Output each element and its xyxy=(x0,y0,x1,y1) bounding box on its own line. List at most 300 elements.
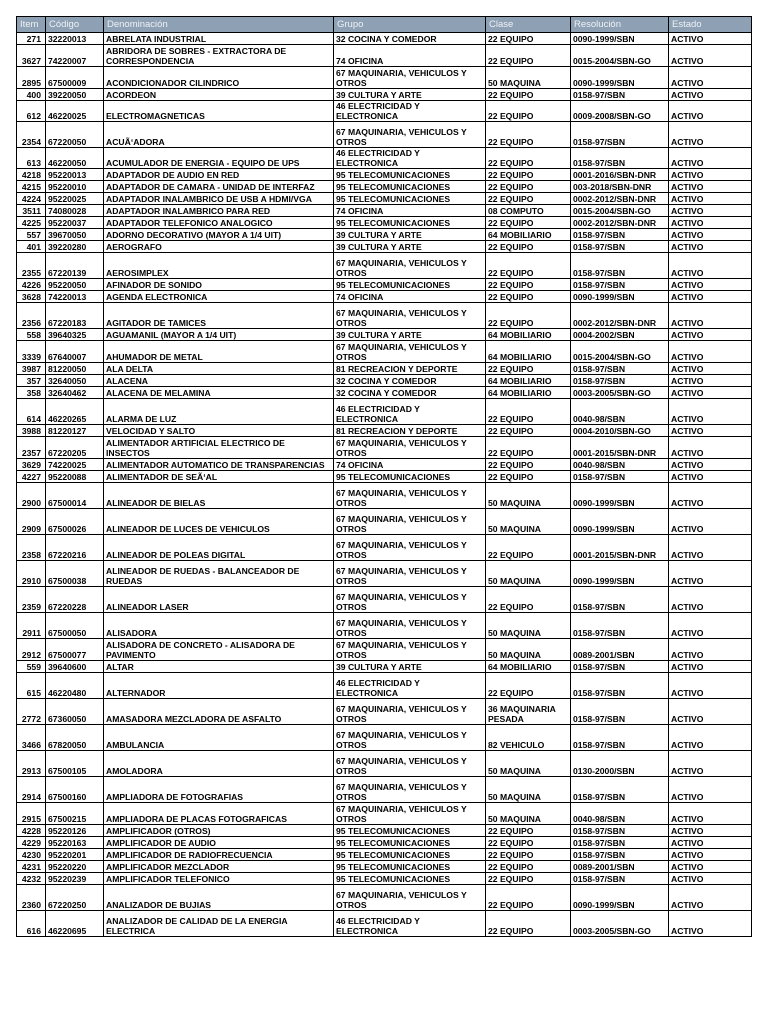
cell-grupo: 95 TELECOMUNICACIONES xyxy=(334,169,486,181)
header-row xyxy=(17,17,752,33)
cell-denominacion: AMPLIADORA DE FOTOGRAFIAS xyxy=(104,777,334,803)
cell-resolucion: 0158-97/SBN xyxy=(571,375,669,387)
cell-estado: ACTIVO xyxy=(669,67,752,89)
cell-grupo: 32 COCINA Y COMEDOR xyxy=(334,375,486,387)
cell-codigo: 67500160 xyxy=(46,777,104,803)
table-row xyxy=(17,825,752,837)
table-row xyxy=(17,363,752,375)
cell-estado: ACTIVO xyxy=(669,148,752,169)
cell-denominacion: AGITADOR DE TAMICES xyxy=(104,303,334,329)
cell-resolucion: 0090-1999/SBN xyxy=(571,67,669,89)
cell-resolucion: 0090-1999/SBN xyxy=(571,561,669,587)
cell-denominacion: ALIMENTADOR DE SEÃ‘AL xyxy=(104,471,334,483)
cell-item: 4228 xyxy=(17,825,46,837)
cell-resolucion: 0090-1999/SBN xyxy=(571,291,669,303)
cell-codigo: 95220037 xyxy=(46,217,104,229)
cell-resolucion: 0158-97/SBN xyxy=(571,241,669,253)
cell-codigo: 67220250 xyxy=(46,885,104,911)
cell-grupo: 95 TELECOMUNICACIONES xyxy=(334,873,486,885)
header-grupo: Grupo xyxy=(334,17,486,33)
cell-clase: 22 EQUIPO xyxy=(486,241,571,253)
cell-item: 4227 xyxy=(17,471,46,483)
table-row xyxy=(17,241,752,253)
cell-codigo: 67360050 xyxy=(46,699,104,725)
cell-estado: ACTIVO xyxy=(669,33,752,45)
cell-item: 2360 xyxy=(17,885,46,911)
cell-estado: ACTIVO xyxy=(669,825,752,837)
cell-item: 4231 xyxy=(17,861,46,873)
cell-clase: 36 MAQUINARIA PESADA xyxy=(486,699,571,725)
cell-estado: ACTIVO xyxy=(669,303,752,329)
cell-estado: ACTIVO xyxy=(669,101,752,122)
cell-estado: ACTIVO xyxy=(669,725,752,751)
cell-estado: ACTIVO xyxy=(669,229,752,241)
cell-item: 2895 xyxy=(17,67,46,89)
cell-item: 615 xyxy=(17,673,46,699)
cell-clase: 22 EQUIPO xyxy=(486,33,571,45)
cell-estado: ACTIVO xyxy=(669,169,752,181)
cell-clase: 22 EQUIPO xyxy=(486,101,571,122)
cell-denominacion: AMOLADORA xyxy=(104,751,334,777)
cell-resolucion: 0158-97/SBN xyxy=(571,777,669,803)
cell-grupo: 74 OFICINA xyxy=(334,459,486,471)
cell-estado: ACTIVO xyxy=(669,205,752,217)
cell-grupo: 67 MAQUINARIA, VEHICULOS Y OTROS xyxy=(334,122,486,148)
cell-estado: ACTIVO xyxy=(669,751,752,777)
cell-estado: ACTIVO xyxy=(669,471,752,483)
cell-item: 2772 xyxy=(17,699,46,725)
cell-estado: ACTIVO xyxy=(669,387,752,399)
cell-denominacion: ALINEADOR DE POLEAS DIGITAL xyxy=(104,535,334,561)
table-row xyxy=(17,45,752,67)
cell-resolucion: 0158-97/SBN xyxy=(571,837,669,849)
cell-grupo: 67 MAQUINARIA, VEHICULOS Y OTROS xyxy=(334,437,486,459)
cell-resolucion: 0001-2015/SBN-DNR xyxy=(571,437,669,459)
cell-codigo: 67820050 xyxy=(46,725,104,751)
cell-resolucion: 0090-1999/SBN xyxy=(571,483,669,509)
table-row xyxy=(17,205,752,217)
cell-denominacion: ACORDEON xyxy=(104,89,334,101)
cell-estado: ACTIVO xyxy=(669,509,752,535)
table-row xyxy=(17,437,752,459)
cell-resolucion: 0015-2004/SBN-GO xyxy=(571,45,669,67)
cell-item: 616 xyxy=(17,911,46,937)
cell-codigo: 95220201 xyxy=(46,849,104,861)
cell-estado: ACTIVO xyxy=(669,849,752,861)
table-row xyxy=(17,673,752,699)
cell-clase: 22 EQUIPO xyxy=(486,535,571,561)
table-row xyxy=(17,699,752,725)
cell-estado: ACTIVO xyxy=(669,673,752,699)
table-row xyxy=(17,341,752,363)
cell-item: 2914 xyxy=(17,777,46,803)
cell-item: 3629 xyxy=(17,459,46,471)
cell-codigo: 95220220 xyxy=(46,861,104,873)
cell-codigo: 46220265 xyxy=(46,399,104,425)
cell-item: 613 xyxy=(17,148,46,169)
cell-item: 4232 xyxy=(17,873,46,885)
table-row xyxy=(17,303,752,329)
cell-clase: 22 EQUIPO xyxy=(486,122,571,148)
cell-codigo: 67500009 xyxy=(46,67,104,89)
cell-resolucion: 0158-97/SBN xyxy=(571,89,669,101)
cell-clase: 22 EQUIPO xyxy=(486,911,571,937)
cell-clase: 22 EQUIPO xyxy=(486,89,571,101)
cell-resolucion: 0130-2000/SBN xyxy=(571,751,669,777)
cell-resolucion: 0015-2004/SBN-GO xyxy=(571,341,669,363)
table-row xyxy=(17,291,752,303)
header-estado: Estado xyxy=(669,17,752,33)
cell-denominacion: ELECTROMAGNETICAS xyxy=(104,101,334,122)
cell-denominacion: ADAPTADOR INALAMBRICO PARA RED xyxy=(104,205,334,217)
cell-clase: 64 MOBILIARIO xyxy=(486,661,571,673)
cell-estado: ACTIVO xyxy=(669,241,752,253)
cell-resolucion: 0158-97/SBN xyxy=(571,699,669,725)
cell-denominacion: AMPLIADORA DE PLACAS FOTOGRAFICAS xyxy=(104,803,334,825)
table-row xyxy=(17,279,752,291)
cell-resolucion: 0090-1999/SBN xyxy=(571,509,669,535)
cell-clase: 22 EQUIPO xyxy=(486,873,571,885)
cell-clase: 22 EQUIPO xyxy=(486,363,571,375)
cell-item: 2910 xyxy=(17,561,46,587)
cell-codigo: 67220183 xyxy=(46,303,104,329)
cell-grupo: 39 CULTURA Y ARTE xyxy=(334,661,486,673)
cell-resolucion: 0090-1999/SBN xyxy=(571,885,669,911)
table-row xyxy=(17,169,752,181)
cell-resolucion: 0158-97/SBN xyxy=(571,849,669,861)
cell-codigo: 67640007 xyxy=(46,341,104,363)
cell-grupo: 95 TELECOMUNICACIONES xyxy=(334,861,486,873)
table-row xyxy=(17,181,752,193)
cell-clase: 50 MAQUINA xyxy=(486,483,571,509)
cell-grupo: 95 TELECOMUNICACIONES xyxy=(334,279,486,291)
cell-codigo: 95220013 xyxy=(46,169,104,181)
header-codigo: Código xyxy=(46,17,104,33)
cell-codigo: 32640462 xyxy=(46,387,104,399)
cell-grupo: 67 MAQUINARIA, VEHICULOS Y OTROS xyxy=(334,509,486,535)
cell-resolucion: 0158-97/SBN xyxy=(571,148,669,169)
cell-denominacion: ALINEADOR DE BIELAS xyxy=(104,483,334,509)
cell-estado: ACTIVO xyxy=(669,375,752,387)
cell-codigo: 46220050 xyxy=(46,148,104,169)
cell-grupo: 32 COCINA Y COMEDOR xyxy=(334,33,486,45)
cell-clase: 64 MOBILIARIO xyxy=(486,375,571,387)
cell-estado: ACTIVO xyxy=(669,873,752,885)
table-row xyxy=(17,89,752,101)
cell-clase: 22 EQUIPO xyxy=(486,291,571,303)
cell-resolucion: 0158-97/SBN xyxy=(571,253,669,279)
cell-grupo: 67 MAQUINARIA, VEHICULOS Y OTROS xyxy=(334,341,486,363)
cell-denominacion: AMPLIFICADOR DE RADIOFRECUENCIA xyxy=(104,849,334,861)
table-row xyxy=(17,751,752,777)
cell-item: 4218 xyxy=(17,169,46,181)
cell-item: 2912 xyxy=(17,639,46,661)
cell-denominacion: ADAPTADOR INALAMBRICO DE USB A HDMI/VGA xyxy=(104,193,334,205)
cell-item: 3628 xyxy=(17,291,46,303)
table-row xyxy=(17,459,752,471)
cell-grupo: 81 RECREACION Y DEPORTE xyxy=(334,363,486,375)
cell-item: 612 xyxy=(17,101,46,122)
cell-item: 271 xyxy=(17,33,46,45)
cell-clase: 22 EQUIPO xyxy=(486,587,571,613)
cell-grupo: 67 MAQUINARIA, VEHICULOS Y OTROS xyxy=(334,587,486,613)
table-row xyxy=(17,561,752,587)
cell-estado: ACTIVO xyxy=(669,535,752,561)
cell-item: 2354 xyxy=(17,122,46,148)
cell-item: 3339 xyxy=(17,341,46,363)
table-row xyxy=(17,885,752,911)
cell-grupo: 95 TELECOMUNICACIONES xyxy=(334,181,486,193)
cell-item: 2355 xyxy=(17,253,46,279)
table-row xyxy=(17,122,752,148)
cell-item: 4230 xyxy=(17,849,46,861)
table-row xyxy=(17,661,752,673)
cell-codigo: 67500077 xyxy=(46,639,104,661)
cell-grupo: 67 MAQUINARIA, VEHICULOS Y OTROS xyxy=(334,303,486,329)
cell-codigo: 67220050 xyxy=(46,122,104,148)
cell-grupo: 67 MAQUINARIA, VEHICULOS Y OTROS xyxy=(334,725,486,751)
cell-resolucion: 0003-2005/SBN-GO xyxy=(571,387,669,399)
cell-item: 357 xyxy=(17,375,46,387)
cell-clase: 22 EQUIPO xyxy=(486,217,571,229)
table-row xyxy=(17,613,752,639)
cell-clase: 50 MAQUINA xyxy=(486,561,571,587)
cell-codigo: 67220228 xyxy=(46,587,104,613)
cell-denominacion: AFINADOR DE SONIDO xyxy=(104,279,334,291)
cell-clase: 22 EQUIPO xyxy=(486,253,571,279)
cell-denominacion: ALINEADOR DE RUEDAS - BALANCEADOR DE RUEDAS xyxy=(104,561,334,587)
cell-codigo: 67500105 xyxy=(46,751,104,777)
cell-denominacion: ALISADORA xyxy=(104,613,334,639)
cell-clase: 22 EQUIPO xyxy=(486,181,571,193)
cell-clase: 50 MAQUINA xyxy=(486,751,571,777)
cell-resolucion: 0158-97/SBN xyxy=(571,725,669,751)
cell-codigo: 46220480 xyxy=(46,673,104,699)
cell-item: 2911 xyxy=(17,613,46,639)
cell-resolucion: 003-2018/SBN-DNR xyxy=(571,181,669,193)
cell-clase: 50 MAQUINA xyxy=(486,777,571,803)
cell-resolucion: 0015-2004/SBN-GO xyxy=(571,205,669,217)
cell-denominacion: ADAPTADOR DE AUDIO EN RED xyxy=(104,169,334,181)
cell-denominacion: AMBULANCIA xyxy=(104,725,334,751)
cell-item: 4215 xyxy=(17,181,46,193)
catalog-table xyxy=(16,16,752,937)
cell-resolucion: 0009-2008/SBN-GO xyxy=(571,101,669,122)
cell-item: 3988 xyxy=(17,425,46,437)
cell-estado: ACTIVO xyxy=(669,837,752,849)
cell-item: 558 xyxy=(17,329,46,341)
cell-codigo: 67500014 xyxy=(46,483,104,509)
cell-item: 2359 xyxy=(17,587,46,613)
cell-item: 614 xyxy=(17,399,46,425)
cell-resolucion: 0001-2016/SBN-DNR xyxy=(571,169,669,181)
cell-estado: ACTIVO xyxy=(669,661,752,673)
cell-item: 4229 xyxy=(17,837,46,849)
cell-denominacion: AGUAMANIL (MAYOR A 1/4 UIT) xyxy=(104,329,334,341)
cell-estado: ACTIVO xyxy=(669,181,752,193)
cell-item: 557 xyxy=(17,229,46,241)
table-row xyxy=(17,387,752,399)
table-row xyxy=(17,911,752,937)
cell-estado: ACTIVO xyxy=(669,885,752,911)
cell-estado: ACTIVO xyxy=(669,639,752,661)
cell-resolucion: 0040-98/SBN xyxy=(571,459,669,471)
cell-denominacion: ANALIZADOR DE CALIDAD DE LA ENERGIA ELECTRICA xyxy=(104,911,334,937)
table-row xyxy=(17,217,752,229)
table-row xyxy=(17,148,752,169)
cell-item: 4224 xyxy=(17,193,46,205)
cell-clase: 22 EQUIPO xyxy=(486,169,571,181)
cell-item: 3627 xyxy=(17,45,46,67)
cell-resolucion: 0158-97/SBN xyxy=(571,613,669,639)
cell-clase: 22 EQUIPO xyxy=(486,849,571,861)
table-row xyxy=(17,101,752,122)
cell-grupo: 46 ELECTRICIDAD Y ELECTRONICA xyxy=(334,399,486,425)
cell-item: 2909 xyxy=(17,509,46,535)
cell-clase: 22 EQUIPO xyxy=(486,673,571,699)
header-resolucion: Resolución xyxy=(571,17,669,33)
cell-grupo: 74 OFICINA xyxy=(334,45,486,67)
cell-denominacion: VELOCIDAD Y SALTO xyxy=(104,425,334,437)
cell-estado: ACTIVO xyxy=(669,122,752,148)
cell-estado: ACTIVO xyxy=(669,217,752,229)
cell-codigo: 95220025 xyxy=(46,193,104,205)
cell-estado: ACTIVO xyxy=(669,425,752,437)
cell-estado: ACTIVO xyxy=(669,459,752,471)
cell-codigo: 67500215 xyxy=(46,803,104,825)
cell-estado: ACTIVO xyxy=(669,193,752,205)
cell-item: 2356 xyxy=(17,303,46,329)
cell-codigo: 39220050 xyxy=(46,89,104,101)
header-denominacion: Denominación xyxy=(104,17,334,33)
cell-codigo: 95220050 xyxy=(46,279,104,291)
cell-codigo: 67500038 xyxy=(46,561,104,587)
cell-resolucion: 0158-97/SBN xyxy=(571,873,669,885)
table-row xyxy=(17,587,752,613)
cell-estado: ACTIVO xyxy=(669,279,752,291)
cell-clase: 50 MAQUINA xyxy=(486,613,571,639)
cell-denominacion: ALACENA xyxy=(104,375,334,387)
cell-resolucion: 0158-97/SBN xyxy=(571,471,669,483)
cell-grupo: 39 CULTURA Y ARTE xyxy=(334,329,486,341)
cell-item: 400 xyxy=(17,89,46,101)
cell-clase: 22 EQUIPO xyxy=(486,861,571,873)
cell-resolucion: 0002-2012/SBN-DNR xyxy=(571,217,669,229)
cell-codigo: 67500050 xyxy=(46,613,104,639)
cell-resolucion: 0158-97/SBN xyxy=(571,661,669,673)
cell-item: 3511 xyxy=(17,205,46,217)
cell-resolucion: 0158-97/SBN xyxy=(571,825,669,837)
cell-denominacion: AMPLIFICADOR MEZCLADOR xyxy=(104,861,334,873)
cell-codigo: 95220126 xyxy=(46,825,104,837)
cell-denominacion: ADORNO DECORATIVO (MAYOR A 1/4 UIT) xyxy=(104,229,334,241)
cell-grupo: 67 MAQUINARIA, VEHICULOS Y OTROS xyxy=(334,885,486,911)
cell-denominacion: ALACENA DE MELAMINA xyxy=(104,387,334,399)
cell-item: 559 xyxy=(17,661,46,673)
table-row xyxy=(17,849,752,861)
cell-grupo: 67 MAQUINARIA, VEHICULOS Y OTROS xyxy=(334,67,486,89)
cell-denominacion: AMPLIFICADOR DE AUDIO xyxy=(104,837,334,849)
cell-clase: 22 EQUIPO xyxy=(486,148,571,169)
cell-estado: ACTIVO xyxy=(669,45,752,67)
table-row xyxy=(17,777,752,803)
cell-item: 3466 xyxy=(17,725,46,751)
cell-codigo: 67220139 xyxy=(46,253,104,279)
table-row xyxy=(17,329,752,341)
table-row xyxy=(17,229,752,241)
cell-grupo: 95 TELECOMUNICACIONES xyxy=(334,193,486,205)
table-row xyxy=(17,483,752,509)
cell-grupo: 67 MAQUINARIA, VEHICULOS Y OTROS xyxy=(334,253,486,279)
cell-denominacion: ABRELATA INDUSTRIAL xyxy=(104,33,334,45)
cell-denominacion: ADAPTADOR DE CAMARA - UNIDAD DE INTERFAZ xyxy=(104,181,334,193)
cell-grupo: 46 ELECTRICIDAD Y ELECTRONICA xyxy=(334,673,486,699)
cell-denominacion: AGENDA ELECTRONICA xyxy=(104,291,334,303)
catalog-sheet xyxy=(16,16,751,937)
cell-clase: 22 EQUIPO xyxy=(486,279,571,291)
table-row xyxy=(17,861,752,873)
cell-clase: 22 EQUIPO xyxy=(486,399,571,425)
cell-clase: 50 MAQUINA xyxy=(486,509,571,535)
cell-codigo: 39640325 xyxy=(46,329,104,341)
cell-estado: ACTIVO xyxy=(669,777,752,803)
cell-estado: ACTIVO xyxy=(669,483,752,509)
cell-codigo: 39220280 xyxy=(46,241,104,253)
cell-grupo: 81 RECREACION Y DEPORTE xyxy=(334,425,486,437)
cell-clase: 22 EQUIPO xyxy=(486,471,571,483)
cell-estado: ACTIVO xyxy=(669,861,752,873)
cell-item: 4226 xyxy=(17,279,46,291)
cell-clase: 64 MOBILIARIO xyxy=(486,387,571,399)
cell-estado: ACTIVO xyxy=(669,587,752,613)
cell-grupo: 67 MAQUINARIA, VEHICULOS Y OTROS xyxy=(334,483,486,509)
table-row xyxy=(17,535,752,561)
cell-grupo: 67 MAQUINARIA, VEHICULOS Y OTROS xyxy=(334,639,486,661)
table-row xyxy=(17,375,752,387)
cell-codigo: 39640600 xyxy=(46,661,104,673)
cell-estado: ACTIVO xyxy=(669,803,752,825)
cell-grupo: 32 COCINA Y COMEDOR xyxy=(334,387,486,399)
cell-grupo: 95 TELECOMUNICACIONES xyxy=(334,471,486,483)
cell-resolucion: 0089-2001/SBN xyxy=(571,861,669,873)
cell-grupo: 95 TELECOMUNICACIONES xyxy=(334,825,486,837)
cell-denominacion: AHUMADOR DE METAL xyxy=(104,341,334,363)
cell-codigo: 81220050 xyxy=(46,363,104,375)
cell-clase: 50 MAQUINA xyxy=(486,639,571,661)
cell-clase: 22 EQUIPO xyxy=(486,837,571,849)
cell-resolucion: 0090-1999/SBN xyxy=(571,33,669,45)
table-row xyxy=(17,193,752,205)
cell-item: 2900 xyxy=(17,483,46,509)
cell-clase: 82 VEHICULO xyxy=(486,725,571,751)
cell-grupo: 67 MAQUINARIA, VEHICULOS Y OTROS xyxy=(334,777,486,803)
cell-item: 3987 xyxy=(17,363,46,375)
cell-item: 358 xyxy=(17,387,46,399)
table-row xyxy=(17,725,752,751)
cell-denominacion: ALTERNADOR xyxy=(104,673,334,699)
cell-resolucion: 0158-97/SBN xyxy=(571,279,669,291)
cell-denominacion: AEROSIMPLEX xyxy=(104,253,334,279)
cell-clase: 22 EQUIPO xyxy=(486,303,571,329)
cell-item: 2915 xyxy=(17,803,46,825)
cell-clase: 22 EQUIPO xyxy=(486,193,571,205)
cell-denominacion: ACUÃ‘ADORA xyxy=(104,122,334,148)
cell-clase: 50 MAQUINA xyxy=(486,67,571,89)
cell-resolucion: 0002-2012/SBN-DNR xyxy=(571,193,669,205)
cell-clase: 22 EQUIPO xyxy=(486,459,571,471)
cell-denominacion: ALA DELTA xyxy=(104,363,334,375)
cell-grupo: 67 MAQUINARIA, VEHICULOS Y OTROS xyxy=(334,613,486,639)
